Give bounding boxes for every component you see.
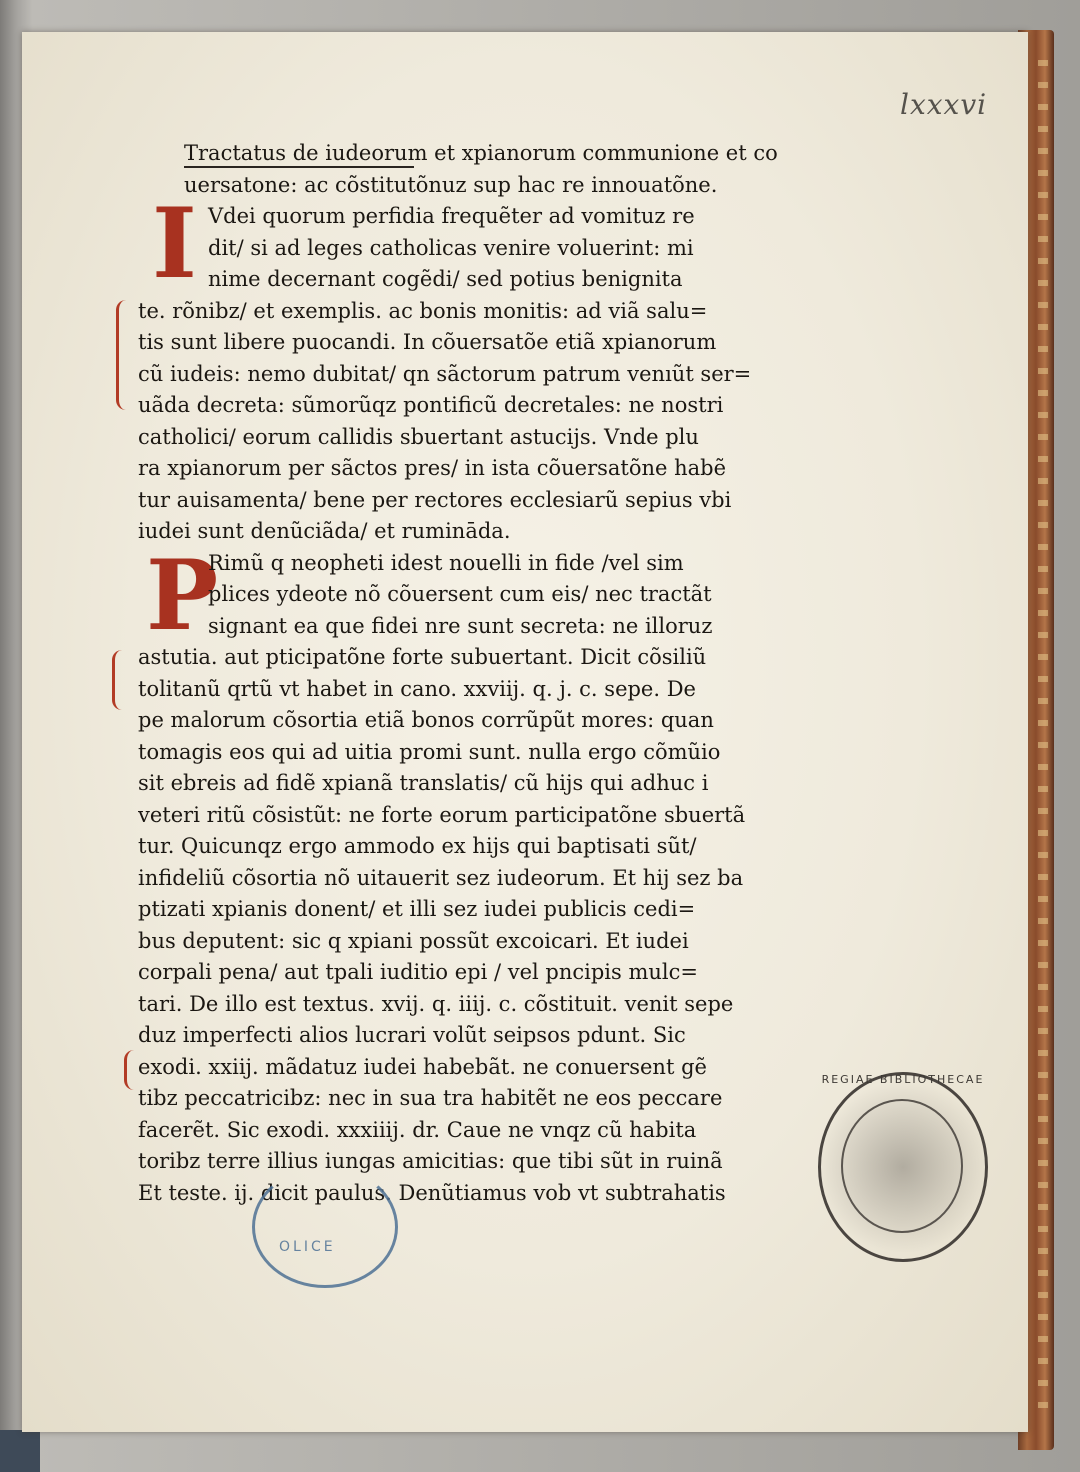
text-line: infideliũ cõsortia nõ uitauerit sez iudeorum. Et hij sez ba xyxy=(138,865,744,890)
text-line: Et teste. ij. dicit paulus. Denũtiamus vob vt subtrahatis xyxy=(138,1180,726,1205)
text-line: exodi. xxiij. mãdatuz iudei habebãt. ne conuersent gẽ xyxy=(138,1054,707,1079)
text-line: facerẽt. Sic exodi. xxxiiij. dr. Caue ne vnqz cũ habita xyxy=(138,1117,697,1142)
text-line: tis sunt libere puocandi. In cõuersatõe etiã xpianorum xyxy=(138,330,717,354)
text-line: astutia. aut pticipatõne forte subuertant. Dicit cõsiliũ xyxy=(138,645,707,669)
text-line: plices ydeote nõ cõuersent cum eis/ nec tractãt xyxy=(208,582,712,606)
text-line: ra xpianorum per sãctos pres/ in ista cõuersatõne habẽ xyxy=(138,456,727,480)
text-line: tur auisamenta/ bene per rectores ecclesiarũ sepius vbi xyxy=(138,487,732,512)
text-line: nime decernant cogẽdi/ sed potius benignita xyxy=(208,267,683,291)
text-line: te. rõnibz/ et exemplis. ac bonis monitis: ad viã salu= xyxy=(138,298,708,323)
text-line: tari. De illo est textus. xvij. q. iiij. c. cõstituit. venit sepe xyxy=(138,991,734,1016)
text-line: Rimũ q neopheti idest nouelli in fide /vel sim xyxy=(208,550,684,575)
text-line: sit ebreis ad fidẽ xpianã translatis/ cũ hijs qui adhuc i xyxy=(138,771,709,795)
text-line: bus deputent: sic q xpiani possũt excoicari. Et iudei xyxy=(138,928,689,953)
text-line: tur. Quicunqz ergo ammodo ex hijs qui baptisati sũt/ xyxy=(138,834,697,858)
library-stamp-text: REGIAE BIBLIOTHECAE xyxy=(821,1073,985,1086)
text-line: Vdei quorum perfidia frequẽter ad vomituz re xyxy=(208,204,695,228)
book-edge-decoration xyxy=(1038,60,1048,1420)
text-line: pe malorum cõsortia etiã bonos corrũpũt mores: quan xyxy=(138,708,714,732)
library-stamp-emblem xyxy=(841,1099,963,1233)
text-line: duz imperfecti alios lucrari volũt seipsos pdunt. Sic xyxy=(138,1023,686,1047)
blue-stamp-text: OLICE xyxy=(279,1239,336,1255)
text-line: uersatone: ac cõstitutõnuz sup hac re innouatõne. xyxy=(184,172,718,197)
text-line: iudei sunt denũciãda/ et rumināda. xyxy=(138,519,511,543)
text-line: Tractatus de iudeorum et xpianorum communione et co xyxy=(184,141,778,165)
text-line: veteri ritũ cõsistũt: ne forte eorum participatõne sbuertã xyxy=(138,802,746,827)
rubricated-initial-p: P xyxy=(146,539,219,652)
rubric-bracket xyxy=(112,650,125,710)
text-line: catholici/ eorum callidis sbuertant astucijs. Vnde plu xyxy=(138,424,699,449)
text-line: dit/ si ad leges catholicas venire voluerint: mi xyxy=(208,235,694,260)
rubric-bracket xyxy=(124,1050,137,1090)
text-line: ptizati xpianis donent/ et illi sez iudei publicis cedi= xyxy=(138,897,696,921)
text-column xyxy=(138,138,818,1209)
blue-ownership-stamp xyxy=(252,1166,398,1288)
rubricated-initial-i: I xyxy=(152,187,197,300)
text-line: signant ea que fidei nre sunt secreta: ne illoruz xyxy=(208,613,713,638)
library-stamp xyxy=(818,1072,988,1262)
text-line: tibz peccatricibz: nec in sua tra habitẽt ne eos peccare xyxy=(138,1086,723,1110)
text-line: toribz terre illius iungas amicitias: que tibi sũt in ruinã xyxy=(138,1149,723,1173)
text-line: tolitanũ qrtũ vt habet in cano. xxviij. q. j. c. sepe. De xyxy=(138,676,696,701)
binding-corner xyxy=(0,1430,40,1472)
text-line: corpali pena/ aut tpali iuditio epi / vel pncipis mulc= xyxy=(138,960,698,984)
text-line: cũ iudeis: nemo dubitat/ qn sãctorum patrum venıũt ser= xyxy=(138,361,752,386)
text-line: tomagis eos qui ad uitia promi sunt. nulla ergo cõmũio xyxy=(138,739,721,764)
folio-number: lxxxvi xyxy=(900,88,988,121)
text-line: uãda decreta: sũmorũqz pontificũ decretales: ne nostri xyxy=(138,393,724,417)
rubric-bracket xyxy=(116,300,129,410)
